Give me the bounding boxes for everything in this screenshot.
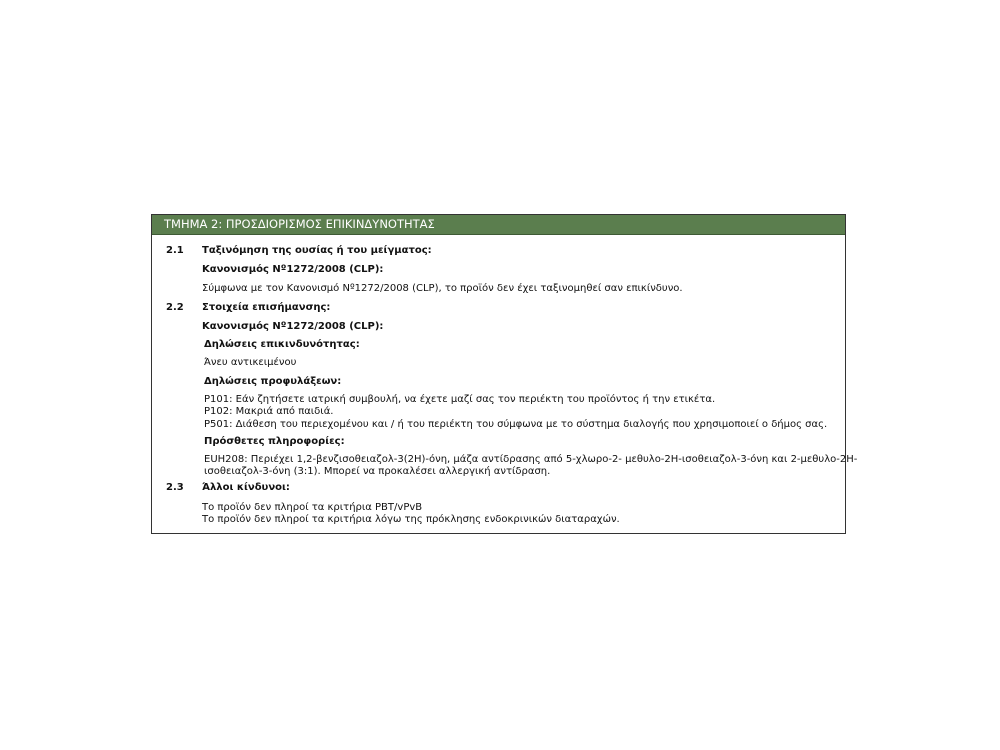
subsection-number-2-1: 2.1 (166, 245, 184, 256)
precaution-p501: P501: Διάθεση του περιεχομένου και / ή του περιέκτη του σύμφωνα με το σύστημα διαλογής που χρησιμοποιεί ο δήμος σας. (204, 419, 828, 430)
regulation-heading-2-1: Κανονισμός Nº1272/2008 (CLP): (202, 264, 384, 275)
additional-info-line-1: EUH208: Περιέχει 1,2-βενζισοθειαζολ-3(2Η)-όνη, μάζα αντίδρασης από 5-χλωρο-2- μεθυλο-2Η-ισοθειαζολ-3-όνη και 2-μεθυλο-2Η- (204, 454, 858, 465)
hazard-statements-title: Δηλώσεις επικινδυνότητας: (204, 339, 360, 350)
additional-info-line-2: ισοθειαζολ-3-όνη (3:1). Μπορεί να προκαλέσει αλλεργική αντίδραση. (204, 466, 551, 477)
classification-text: Σύμφωνα με τον Κανονισμό Nº1272/2008 (CLP), το προϊόν δεν έχει ταξινομηθεί σαν επικίνδυνο. (202, 283, 683, 294)
subsection-title-2-3: Άλλοι κίνδυνοι: (202, 482, 290, 493)
sds-section-2 (151, 214, 858, 534)
subsection-number-2-3: 2.3 (166, 482, 184, 493)
additional-info-title: Πρόσθετες πληροφορίες: (204, 436, 345, 447)
precautionary-statements-title: Δηλώσεις προφυλάξεων: (204, 376, 342, 387)
section-header: ΤΜΗΜΑ 2: ΠΡΟΣΔΙΟΡΙΣΜΟΣ ΕΠΙΚΙΝΔΥΝΟΤΗΤΑΣ (152, 215, 845, 235)
hazard-statements-text: Άνευ αντικειμένου (204, 357, 297, 368)
subsection-title-2-2: Στοιχεία επισήμανσης: (202, 302, 331, 313)
regulation-heading-2-2: Κανονισμός Nº1272/2008 (CLP): (202, 321, 384, 332)
other-hazards-line-1: Το προϊόν δεν πληροί τα κριτήρια PBT/vPvB (202, 502, 423, 513)
precaution-p101: P101: Εάν ζητήσετε ιατρική συμβουλή, να έχετε μαζί σας τον περιέκτη του προϊόντος ή την ετικέτα. (204, 394, 716, 405)
precaution-p102: P102: Μακριά από παιδιά. (204, 406, 334, 417)
subsection-number-2-2: 2.2 (166, 302, 184, 313)
other-hazards-line-2: Το προϊόν δεν πληροί τα κριτήρια λόγω της πρόκλησης ενδοκρινικών διαταραχών. (202, 514, 620, 525)
subsection-title-2-1: Ταξινόμηση της ουσίας ή του μείγματος: (202, 245, 432, 256)
